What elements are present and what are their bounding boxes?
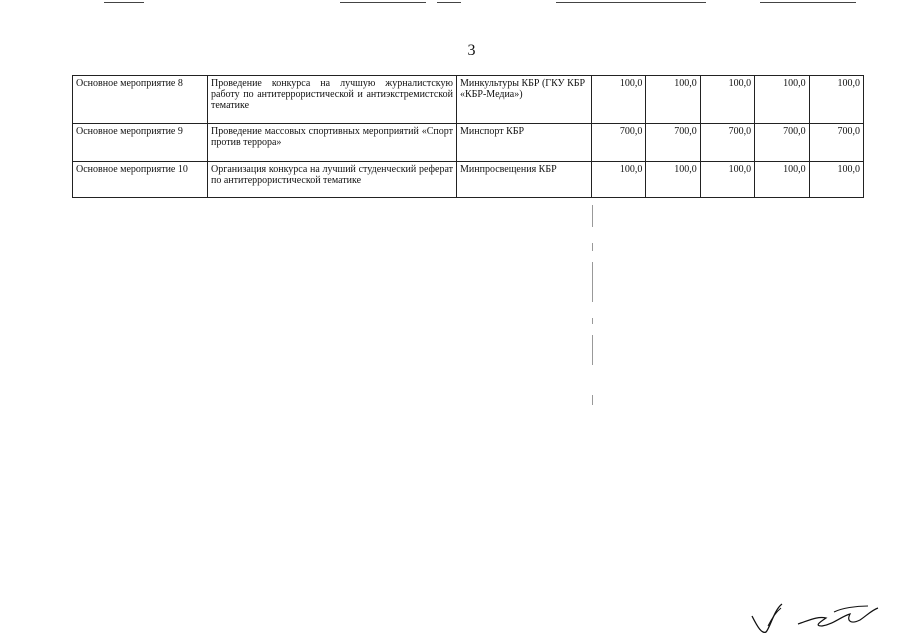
- activity-name: Проведение массовых спортивных мероприятий «Спорт против террора»: [208, 124, 457, 162]
- scan-artifact: [592, 335, 593, 365]
- activity-name: Организация конкурса на лучший студенческий реферат по антитеррористической тематике: [208, 162, 457, 198]
- value-cell: 700,0: [809, 124, 863, 162]
- value-cell: 100,0: [755, 162, 809, 198]
- activity-code: Основное мероприятие 8: [73, 76, 208, 124]
- scan-line: [760, 2, 856, 3]
- value-cell: 100,0: [700, 162, 754, 198]
- value-cell: 100,0: [592, 76, 646, 124]
- activity-executor: Минкультуры КБР (ГКУ КБР «КБР-Медиа»): [457, 76, 592, 124]
- scan-artifact: [592, 262, 593, 302]
- activity-executor: Минпросвещения КБР: [457, 162, 592, 198]
- value-cell: 100,0: [809, 76, 863, 124]
- activity-executor: Минспорт КБР: [457, 124, 592, 162]
- scan-line: [340, 2, 426, 3]
- scan-artifact: [592, 243, 593, 251]
- table-row: [73, 124, 864, 162]
- value-cell: 700,0: [755, 124, 809, 162]
- scan-line: [556, 2, 706, 3]
- handwritten-signature-icon: [748, 598, 883, 636]
- table-row: [73, 76, 864, 124]
- activity-code: Основное мероприятие 9: [73, 124, 208, 162]
- value-cell: 100,0: [755, 76, 809, 124]
- page-number: 3: [467, 42, 476, 59]
- scan-artifact: [592, 395, 593, 405]
- scan-line: [437, 2, 461, 3]
- value-cell: 100,0: [700, 76, 754, 124]
- value-cell: 100,0: [646, 76, 700, 124]
- value-cell: 100,0: [592, 162, 646, 198]
- value-cell: 100,0: [646, 162, 700, 198]
- value-cell: 700,0: [700, 124, 754, 162]
- activities-table: [72, 75, 864, 198]
- value-cell: 100,0: [809, 162, 863, 198]
- scan-line: [104, 2, 144, 3]
- value-cell: 700,0: [592, 124, 646, 162]
- activity-code: Основное мероприятие 10: [73, 162, 208, 198]
- table-row: [73, 162, 864, 198]
- scan-artifact: [592, 205, 593, 227]
- scan-artifact: [592, 318, 593, 324]
- value-cell: 700,0: [646, 124, 700, 162]
- activity-name: Проведение конкурса на лучшую журналистскую работу по антитеррористической и антиэкстремистской тематике: [208, 76, 457, 124]
